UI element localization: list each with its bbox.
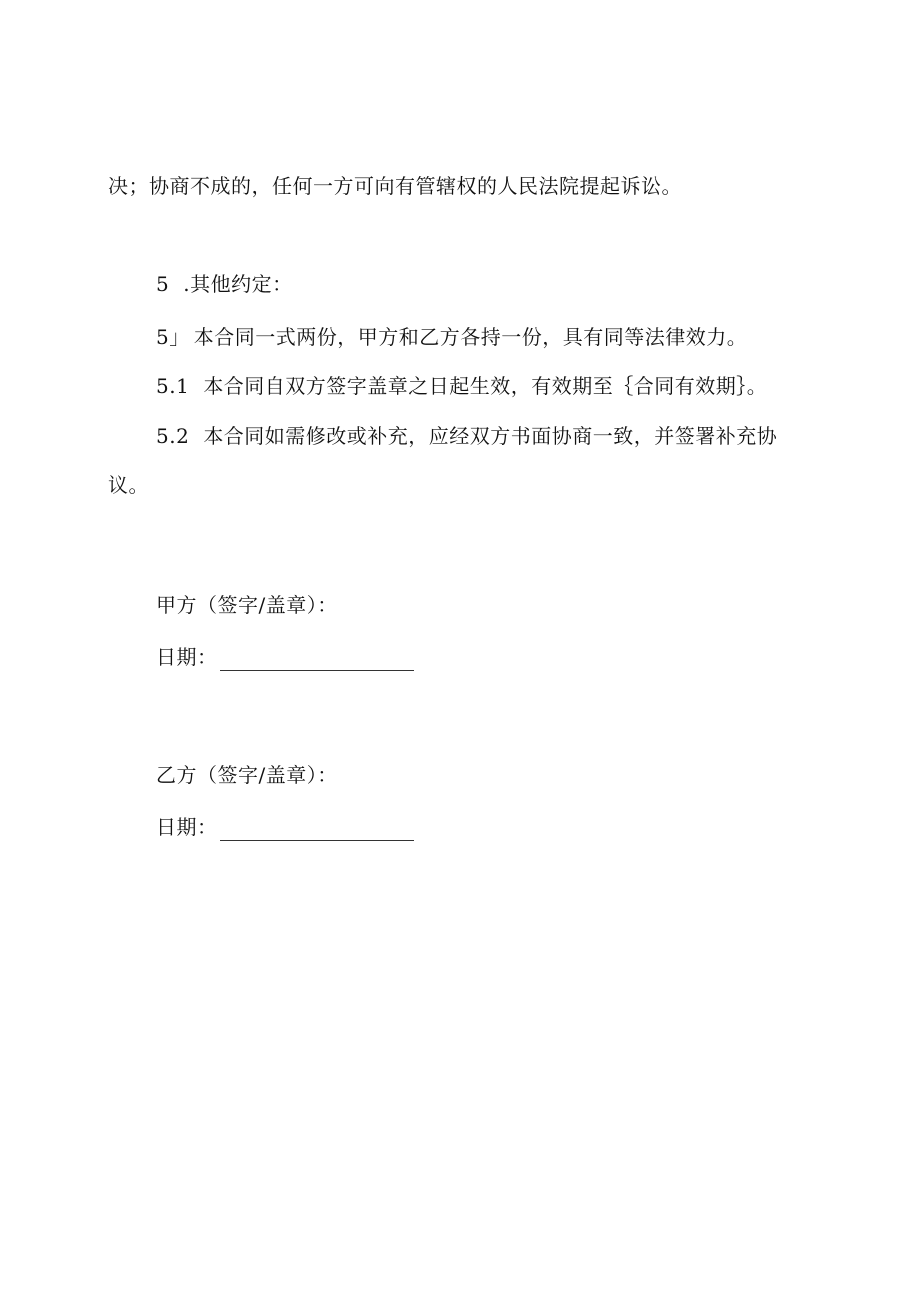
section-5-heading <box>156 270 293 298</box>
clause-5-1-number: 5.1 <box>156 374 190 398</box>
clause-5-0-text: 本合同一式两份，甲方和乙方各持一份，具有同等法律效力。 <box>193 325 748 349</box>
clause-5-1 <box>156 372 767 400</box>
section-5-number: 5 <box>156 272 170 296</box>
party-b-date-label: 日期： <box>156 815 218 839</box>
party-a-date-row <box>156 643 414 671</box>
clause-5-2-text: 本合同如需修改或补充，应经双方书面协商一致，并签署补充协 <box>203 424 778 448</box>
party-b-date-row <box>156 813 414 841</box>
party-b-signature-label: 乙方（签字/盖章）： <box>156 763 338 787</box>
party-b-date-field[interactable] <box>220 818 414 841</box>
clause-5-2-continuation: 议。 <box>108 473 149 497</box>
party-a-date-field[interactable] <box>220 648 414 671</box>
dispute-clause-continuation: 决；协商不成的，任何一方可向有管辖权的人民法院提起诉讼。 <box>108 174 682 198</box>
party-a-date-label: 日期： <box>156 645 218 669</box>
clause-5-1-text: 本合同自双方签字盖章之日起生效，有效期至｛合同有效期｝。 <box>203 374 768 398</box>
clause-5-2 <box>156 422 777 450</box>
clause-5-0-number: 5」 <box>156 325 190 349</box>
clause-5-0 <box>156 323 747 351</box>
section-5-title: .其他约定： <box>183 272 293 296</box>
party-a-signature-label: 甲方（签字/盖章）： <box>156 593 338 617</box>
clause-5-2-number: 5.2 <box>156 424 190 448</box>
